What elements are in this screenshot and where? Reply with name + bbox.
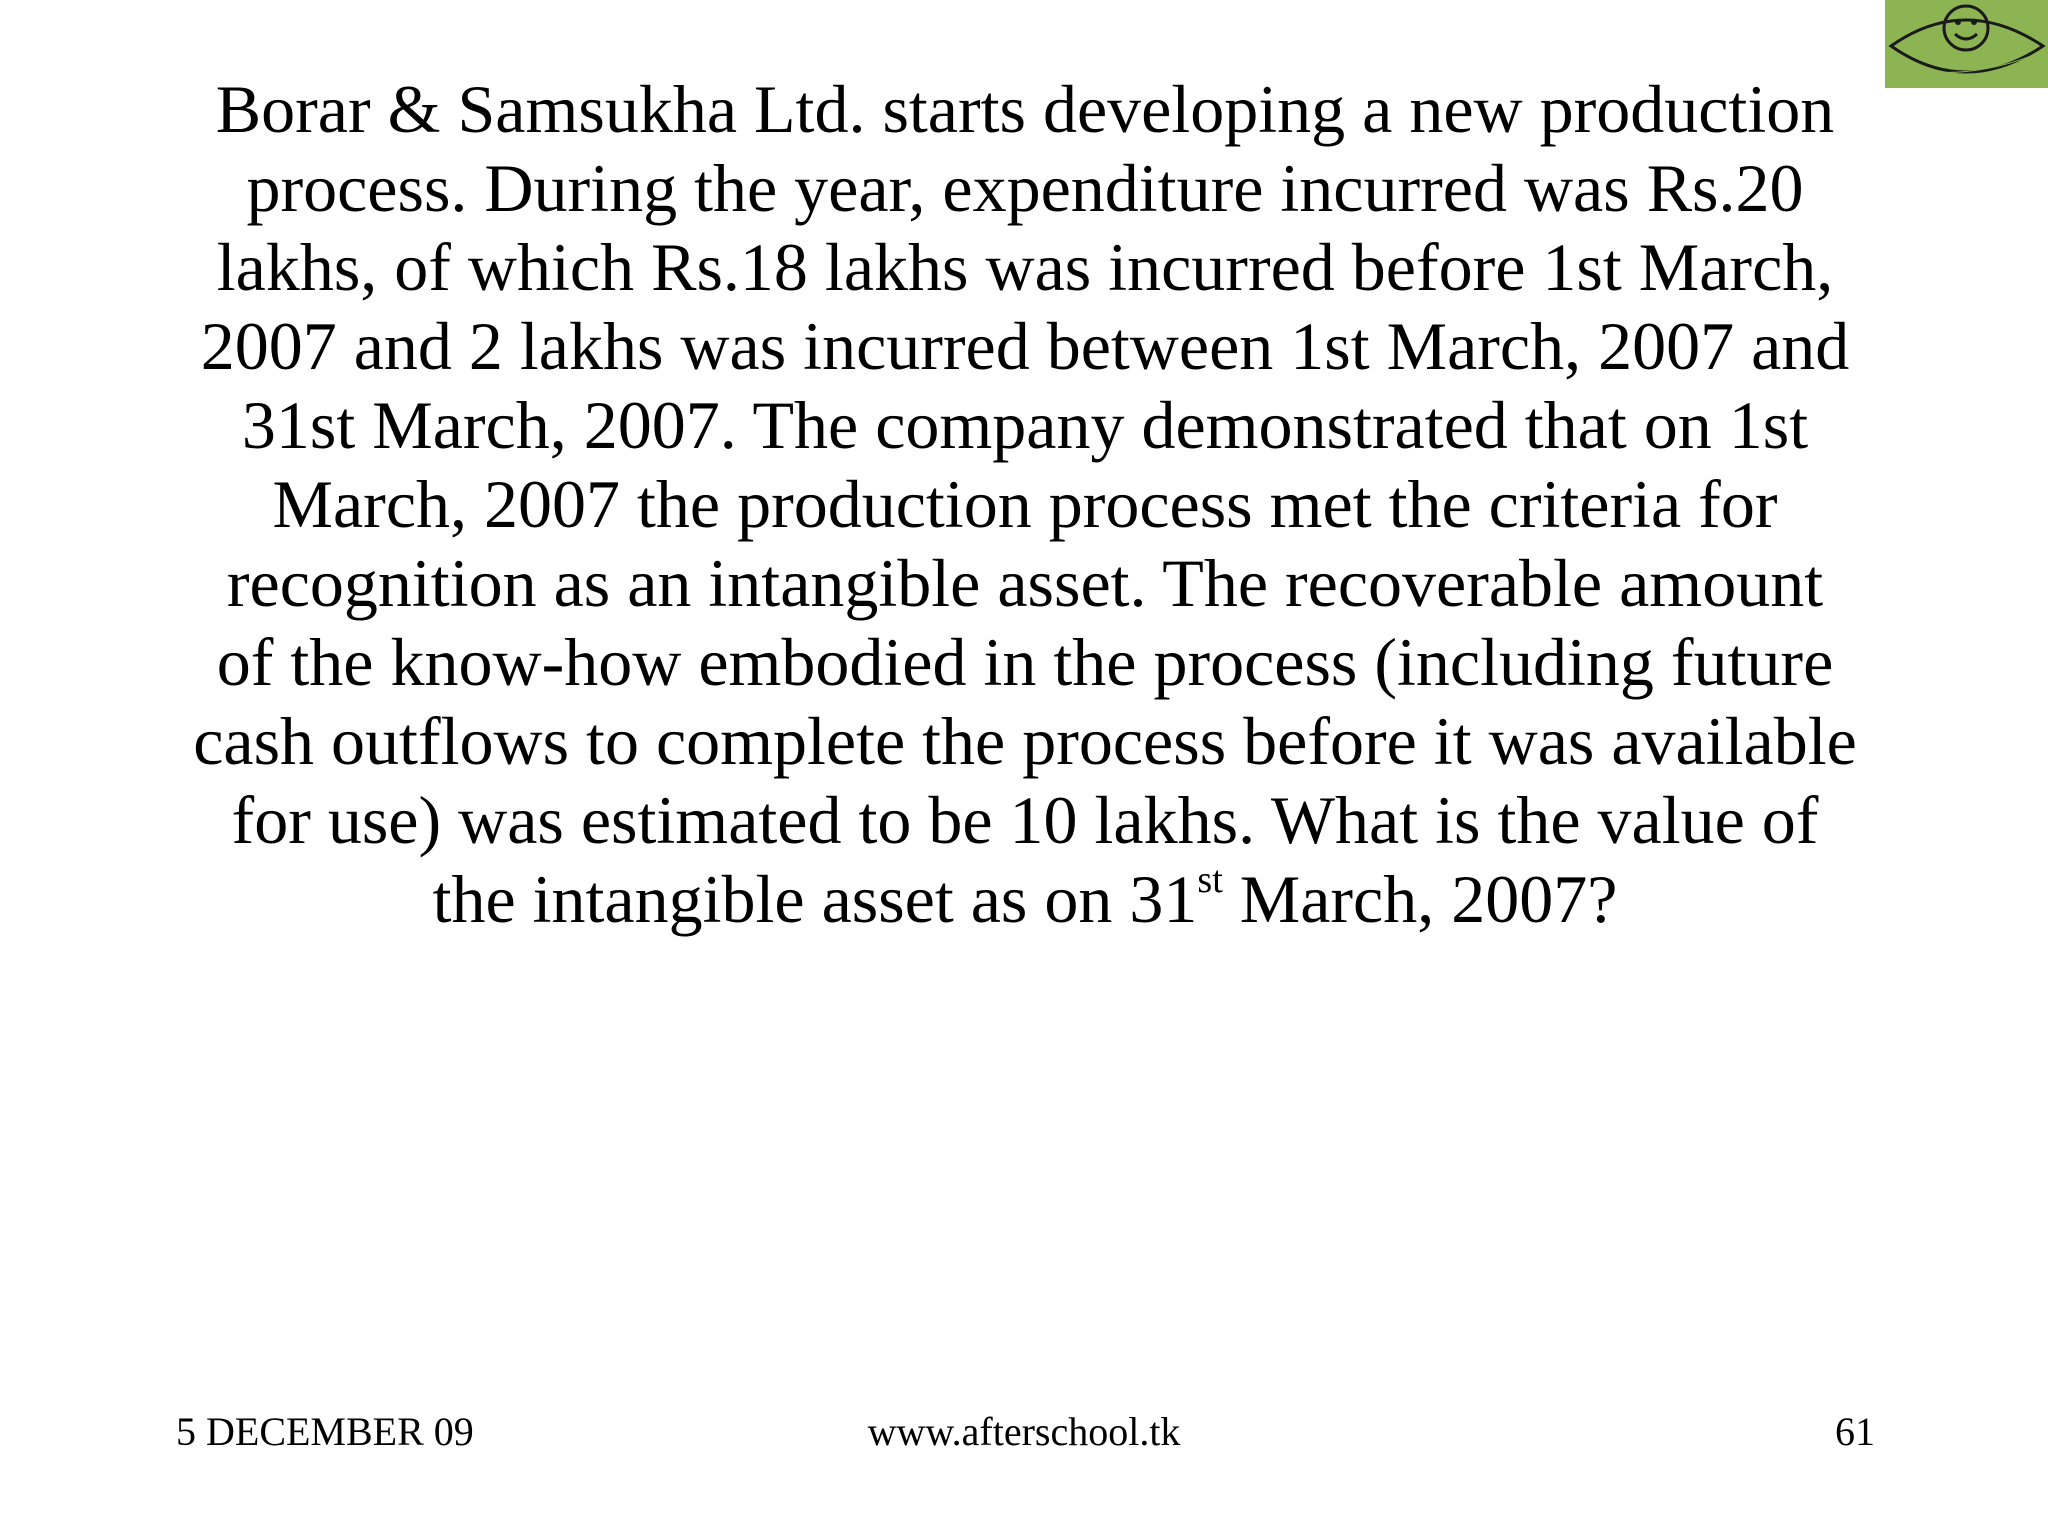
question-line: 31st March, 2007. The company demonstrated that on 1st: [241, 387, 1809, 463]
question-line: for use) was estimated to be 10 lakhs. What is the value of: [231, 782, 1819, 858]
question-line: process. During the year, expenditure incurred was Rs.20: [246, 150, 1804, 226]
question-last-line-start: the intangible asset as on 31: [432, 861, 1198, 937]
question-line: Borar & Samsukha Ltd. starts developing a new production: [215, 71, 1835, 147]
question-text: [140, 70, 1910, 939]
question-line: March, 2007 the production process met the criteria for: [272, 466, 1778, 542]
footer-url: www.afterschool.tk: [867, 1409, 1181, 1454]
question-line: lakhs, of which Rs.18 lakhs was incurred before 1st March,: [216, 229, 1834, 305]
question-last-line-end: March, 2007?: [1222, 861, 1618, 937]
question-last-line: [140, 860, 1910, 939]
footer-page-number: 61: [1835, 1409, 1875, 1454]
ordinal-superscript: st: [1197, 859, 1223, 902]
footer-date: 5 DECEMBER 09: [176, 1409, 474, 1454]
question-line: 2007 and 2 lakhs was incurred between 1st March, 2007 and: [200, 308, 1850, 384]
question-line: cash outflows to complete the process before it was available: [193, 703, 1857, 779]
question-line: of the know-how embodied in the process (including future: [216, 624, 1834, 700]
question-line: recognition as an intangible asset. The recoverable amount: [226, 545, 1824, 621]
